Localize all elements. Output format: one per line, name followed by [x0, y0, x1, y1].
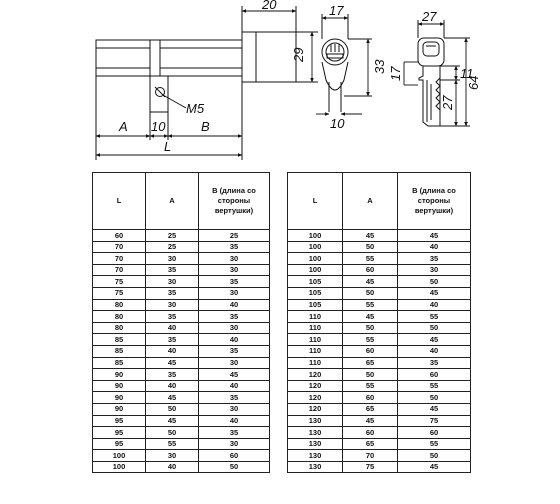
table-row — [93, 241, 270, 253]
table-cell: 85 — [93, 345, 146, 357]
table-cell: 90 — [93, 392, 146, 404]
table-cell: 30 — [199, 322, 270, 334]
table-row — [93, 450, 270, 462]
table-cell: 45 — [199, 369, 270, 381]
table-row — [288, 253, 471, 265]
table-cell: 30 — [146, 450, 199, 462]
table-row — [288, 311, 471, 323]
table-cell: 30 — [199, 264, 270, 276]
table-cell: 75 — [93, 276, 146, 288]
table-cell: 50 — [343, 287, 398, 299]
table-row — [93, 438, 270, 450]
table-cell: 100 — [93, 450, 146, 462]
table-row — [288, 369, 471, 381]
table-row — [288, 461, 471, 473]
table-row — [288, 276, 471, 288]
table-cell: 55 — [343, 253, 398, 265]
table-cell: 95 — [93, 438, 146, 450]
table-cell: 35 — [146, 311, 199, 323]
table-body — [288, 230, 471, 473]
table-body — [93, 230, 270, 473]
table-cell: 105 — [288, 287, 343, 299]
table-cell: 30 — [146, 253, 199, 265]
table-cell: 30 — [199, 438, 270, 450]
table-row — [93, 334, 270, 346]
table-cell: 95 — [93, 415, 146, 427]
table-cell: 120 — [288, 369, 343, 381]
table-cell: 120 — [288, 403, 343, 415]
table-cell: 70 — [93, 264, 146, 276]
table-row — [288, 450, 471, 462]
table-cell: 35 — [146, 264, 199, 276]
table-cell: 85 — [93, 357, 146, 369]
table-cell: 30 — [199, 403, 270, 415]
table-cell: 110 — [288, 322, 343, 334]
table-row — [288, 403, 471, 415]
table-cell: 75 — [343, 461, 398, 473]
table-cell: 50 — [343, 369, 398, 381]
table-row — [288, 415, 471, 427]
table-cell: 65 — [343, 438, 398, 450]
table-row — [288, 322, 471, 334]
table-cell: 60 — [93, 230, 146, 242]
table-cell: 35 — [199, 345, 270, 357]
table-cell: 35 — [146, 334, 199, 346]
column-header-a: A — [343, 173, 398, 230]
table-cell: 55 — [343, 334, 398, 346]
sizes-table-left — [92, 172, 270, 473]
dim-b: B — [201, 119, 210, 134]
table-cell: 35 — [398, 357, 471, 369]
table-row — [288, 241, 471, 253]
table-cell: 100 — [288, 264, 343, 276]
table-cell: 40 — [199, 415, 270, 427]
table-row — [288, 427, 471, 439]
table-cell: 90 — [93, 403, 146, 415]
table-row — [288, 392, 471, 404]
table-cell: 130 — [288, 450, 343, 462]
dim-front-bottom: 10 — [330, 116, 345, 131]
table-cell: 90 — [93, 380, 146, 392]
table-cell: 60 — [343, 392, 398, 404]
dim-key-blade-width: 17 — [388, 66, 403, 81]
table-row — [288, 345, 471, 357]
column-header-b: В (длина со стороны вертушки) — [199, 173, 270, 230]
table-cell: 130 — [288, 427, 343, 439]
table-cell: 45 — [146, 357, 199, 369]
table-row — [93, 380, 270, 392]
table-row — [93, 403, 270, 415]
dim-cam-width: 20 — [262, 0, 277, 12]
table-row — [288, 287, 471, 299]
technical-drawing — [0, 0, 560, 170]
table-cell: 55 — [398, 311, 471, 323]
table-cell: 35 — [199, 276, 270, 288]
table-cell: 75 — [93, 287, 146, 299]
dim-key-step: 11 — [460, 66, 474, 81]
table-cell: 45 — [343, 230, 398, 242]
table-row — [93, 311, 270, 323]
table-cell: 65 — [343, 357, 398, 369]
table-cell: 45 — [398, 461, 471, 473]
table-cell: 30 — [146, 276, 199, 288]
table-cell: 25 — [146, 241, 199, 253]
table-cell: 40 — [199, 334, 270, 346]
table-row — [93, 427, 270, 439]
table-cell: 105 — [288, 299, 343, 311]
table-cell: 80 — [93, 299, 146, 311]
table-row — [93, 287, 270, 299]
screw-label: M5 — [186, 101, 205, 116]
column-header-b: В (длина со стороны вертушки) — [398, 173, 471, 230]
table-cell: 110 — [288, 345, 343, 357]
table-cell: 50 — [343, 241, 398, 253]
table-cell: 60 — [398, 427, 471, 439]
table-cell: 50 — [343, 322, 398, 334]
table-cell: 80 — [93, 311, 146, 323]
table-header-row — [288, 173, 471, 230]
table-cell: 40 — [398, 241, 471, 253]
table-row — [93, 276, 270, 288]
table-row — [288, 264, 471, 276]
table-cell: 100 — [288, 230, 343, 242]
table-cell: 45 — [343, 311, 398, 323]
table-row — [93, 322, 270, 334]
table-cell: 35 — [199, 311, 270, 323]
dim-total: L — [164, 139, 172, 154]
table-cell: 70 — [93, 241, 146, 253]
column-header-l: L — [288, 173, 343, 230]
cylinder-side-view — [96, 6, 318, 160]
table-cell: 100 — [93, 461, 146, 473]
table-row — [93, 345, 270, 357]
table-cell: 130 — [288, 415, 343, 427]
table-cell: 35 — [146, 369, 199, 381]
table-cell: 50 — [146, 403, 199, 415]
table-cell: 130 — [288, 438, 343, 450]
table-row — [93, 299, 270, 311]
table-cell: 95 — [93, 427, 146, 439]
table-cell: 50 — [398, 322, 471, 334]
table-cell: 50 — [146, 427, 199, 439]
table-cell: 50 — [398, 450, 471, 462]
table-cell: 45 — [146, 415, 199, 427]
table-cell: 50 — [199, 461, 270, 473]
dim-key-blade-length: 27 — [440, 95, 455, 110]
table-cell: 60 — [343, 427, 398, 439]
table-cell: 45 — [343, 415, 398, 427]
table-row — [93, 369, 270, 381]
table-cell: 30 — [398, 264, 471, 276]
dim-front-top: 17 — [329, 3, 344, 18]
table-row — [93, 392, 270, 404]
table-row — [93, 230, 270, 242]
table-row — [288, 438, 471, 450]
table-cell: 110 — [288, 357, 343, 369]
sizes-table-right — [287, 172, 471, 473]
table-cell: 50 — [398, 392, 471, 404]
table-row — [93, 357, 270, 369]
table-cell: 30 — [199, 357, 270, 369]
table-cell: 70 — [93, 253, 146, 265]
table-cell: 40 — [146, 380, 199, 392]
front-view-dimension-lines — [316, 18, 368, 114]
table-cell: 120 — [288, 380, 343, 392]
table-cell: 110 — [288, 334, 343, 346]
table-cell: 60 — [343, 345, 398, 357]
table-row — [288, 334, 471, 346]
table-row — [93, 253, 270, 265]
table-cell: 90 — [93, 369, 146, 381]
table-cell: 40 — [146, 461, 199, 473]
table-cell: 45 — [398, 403, 471, 415]
table-cell: 45 — [398, 287, 471, 299]
table-cell: 100 — [288, 253, 343, 265]
table-cell: 35 — [199, 427, 270, 439]
dim-a: A — [119, 119, 128, 134]
table-cell: 55 — [146, 438, 199, 450]
table-cell: 65 — [343, 403, 398, 415]
table-cell: 30 — [199, 253, 270, 265]
table-cell: 55 — [343, 380, 398, 392]
table-cell: 70 — [343, 450, 398, 462]
table-cell: 35 — [146, 287, 199, 299]
table-header-row — [93, 173, 270, 230]
table-cell: 45 — [343, 276, 398, 288]
table-cell: 85 — [93, 334, 146, 346]
table-cell: 60 — [343, 264, 398, 276]
table-row — [288, 230, 471, 242]
table-cell: 55 — [343, 299, 398, 311]
dim-key-head: 27 — [422, 9, 437, 24]
table-cell: 35 — [199, 392, 270, 404]
table-row — [288, 357, 471, 369]
table-cell: 55 — [398, 380, 471, 392]
table-row — [288, 380, 471, 392]
dim-cam-height: 29 — [291, 47, 306, 62]
table-cell: 35 — [199, 241, 270, 253]
table-cell: 45 — [398, 334, 471, 346]
table-cell: 35 — [398, 253, 471, 265]
table-row — [93, 415, 270, 427]
table-cell: 100 — [288, 241, 343, 253]
table-cell: 40 — [199, 380, 270, 392]
table-cell: 40 — [146, 322, 199, 334]
column-header-l: L — [93, 173, 146, 230]
dim-front-height: 33 — [372, 59, 387, 74]
table-cell: 55 — [398, 438, 471, 450]
table-cell: 130 — [288, 461, 343, 473]
column-header-a: A — [146, 173, 199, 230]
dim-key-total: 64 — [466, 75, 481, 90]
table-cell: 120 — [288, 392, 343, 404]
table-cell: 60 — [199, 450, 270, 462]
table-cell: 25 — [146, 230, 199, 242]
table-row — [288, 299, 471, 311]
table-cell: 40 — [199, 299, 270, 311]
table-cell: 40 — [146, 345, 199, 357]
table-cell: 105 — [288, 276, 343, 288]
table-row — [93, 461, 270, 473]
table-cell: 60 — [398, 369, 471, 381]
table-cell: 80 — [93, 322, 146, 334]
table-cell: 45 — [398, 230, 471, 242]
table-cell: 50 — [398, 276, 471, 288]
table-cell: 45 — [146, 392, 199, 404]
table-cell: 30 — [199, 287, 270, 299]
table-cell: 110 — [288, 311, 343, 323]
table-cell: 75 — [398, 415, 471, 427]
table-cell: 30 — [146, 299, 199, 311]
dim-mid: 10 — [151, 119, 166, 134]
table-cell: 25 — [199, 230, 270, 242]
cylinder-front-view — [322, 14, 372, 112]
table-row — [93, 264, 270, 276]
table-cell: 40 — [398, 345, 471, 357]
table-cell: 40 — [398, 299, 471, 311]
